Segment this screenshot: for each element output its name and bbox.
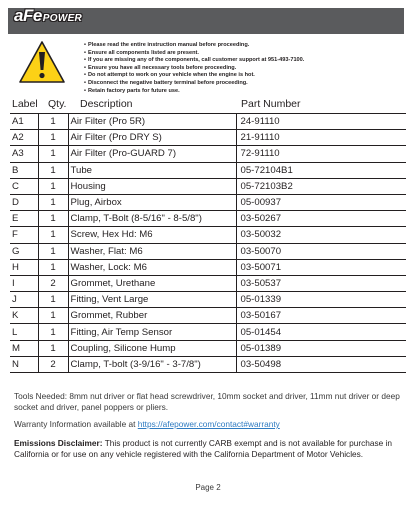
row-description-cell: Clamp, T-Bolt (8-5/16" - 8-5/8") xyxy=(68,211,236,227)
column-header-label: Label xyxy=(12,98,38,110)
row-description-cell: Plug, Airbox xyxy=(68,194,236,210)
row-part-number-cell: 05-01389 xyxy=(236,340,406,356)
row-part-number-cell: 05-72103B2 xyxy=(236,178,406,194)
row-label-cell: B xyxy=(10,162,38,178)
row-description-cell: Fitting, Air Temp Sensor xyxy=(68,324,236,340)
row-label-cell: C xyxy=(10,178,38,194)
row-qty-cell: 1 xyxy=(38,292,68,308)
notice-item: • Do not attempt to work on your vehicle when the engine is hot. xyxy=(84,72,404,80)
row-part-number-cell: 72-91110 xyxy=(236,146,406,162)
row-label-cell: L xyxy=(10,324,38,340)
row-part-number-cell: 05-01454 xyxy=(236,324,406,340)
parts-table xyxy=(10,113,406,373)
row-qty-cell: 2 xyxy=(38,356,68,372)
row-description-cell: Washer, Lock: M6 xyxy=(68,259,236,275)
warranty-text: Warranty Information available at xyxy=(14,419,138,429)
row-part-number-cell: 03-50167 xyxy=(236,308,406,324)
row-qty-cell: 1 xyxy=(38,340,68,356)
row-qty-cell: 1 xyxy=(38,259,68,275)
row-description-cell: Air Filter (Pro DRY S) xyxy=(68,130,236,146)
warranty-info xyxy=(14,419,280,430)
row-part-number-cell: 05-72104B1 xyxy=(236,162,406,178)
table-row xyxy=(10,243,406,259)
table-row xyxy=(10,194,406,210)
notice-item: • Ensure all components listed are present. xyxy=(84,50,404,58)
emissions-title: Emissions Disclaimer: xyxy=(14,438,103,448)
table-row xyxy=(10,324,406,340)
row-part-number-cell: 03-50032 xyxy=(236,227,406,243)
notice-item: • Ensure you have all necessary tools before proceeding. xyxy=(84,65,404,73)
row-qty-cell: 1 xyxy=(38,178,68,194)
row-label-cell: J xyxy=(10,292,38,308)
table-row xyxy=(10,227,406,243)
notice-item: • If you are missing any of the components, call customer support at 951-493-7100. xyxy=(84,57,404,65)
table-row xyxy=(10,146,406,162)
row-part-number-cell: 03-50070 xyxy=(236,243,406,259)
afe-power-logo xyxy=(14,6,82,26)
row-qty-cell: 1 xyxy=(38,243,68,259)
row-part-number-cell: 05-01339 xyxy=(236,292,406,308)
safety-notice-list xyxy=(84,42,404,95)
table-row xyxy=(10,114,406,130)
row-part-number-cell: 21-91110 xyxy=(236,130,406,146)
row-label-cell: G xyxy=(10,243,38,259)
notice-item: • Retain factory parts for future use. xyxy=(84,88,404,96)
table-row xyxy=(10,275,406,291)
row-description-cell: Air Filter (Pro 5R) xyxy=(68,114,236,130)
row-label-cell: F xyxy=(10,227,38,243)
column-header-part-number: Part Number xyxy=(241,98,301,110)
table-row xyxy=(10,340,406,356)
row-label-cell: N xyxy=(10,356,38,372)
row-qty-cell: 1 xyxy=(38,114,68,130)
row-qty-cell: 1 xyxy=(38,211,68,227)
row-qty-cell: 1 xyxy=(38,308,68,324)
table-row xyxy=(10,292,406,308)
row-label-cell: D xyxy=(10,194,38,210)
table-row xyxy=(10,162,406,178)
row-part-number-cell: 05-00937 xyxy=(236,194,406,210)
row-description-cell: Air Filter (Pro-GUARD 7) xyxy=(68,146,236,162)
warranty-link[interactable]: https://afepower.com/contact#warranty xyxy=(137,419,280,429)
row-description-cell: Screw, Hex Hd: M6 xyxy=(68,227,236,243)
column-header-description: Description xyxy=(80,98,133,110)
row-description-cell: Fitting, Vent Large xyxy=(68,292,236,308)
row-description-cell: Coupling, Silicone Hump xyxy=(68,340,236,356)
row-qty-cell: 1 xyxy=(38,146,68,162)
table-row xyxy=(10,308,406,324)
row-qty-cell: 2 xyxy=(38,275,68,291)
row-label-cell: I xyxy=(10,275,38,291)
row-qty-cell: 1 xyxy=(38,194,68,210)
emissions-text: This product is not currently CARB exempt and is not available for purchase in California or for use on any vehicle registered with the California Department of Motor Vehicles. xyxy=(14,438,393,459)
row-qty-cell: 1 xyxy=(38,162,68,178)
table-row xyxy=(10,259,406,275)
page-number: Page 2 xyxy=(195,483,221,492)
row-label-cell: E xyxy=(10,211,38,227)
table-row xyxy=(10,211,406,227)
row-qty-cell: 1 xyxy=(38,227,68,243)
row-label-cell: H xyxy=(10,259,38,275)
row-description-cell: Grommet, Rubber xyxy=(68,308,236,324)
row-description-cell: Tube xyxy=(68,162,236,178)
row-qty-cell: 1 xyxy=(38,130,68,146)
row-part-number-cell: 03-50498 xyxy=(236,356,406,372)
logo-main-text: aFe xyxy=(14,6,42,25)
row-label-cell: A3 xyxy=(10,146,38,162)
emissions-disclaimer xyxy=(14,438,406,460)
row-label-cell: K xyxy=(10,308,38,324)
row-description-cell: Clamp, T-bolt (3-9/16" - 3-7/8") xyxy=(68,356,236,372)
table-row xyxy=(10,178,406,194)
row-part-number-cell: 24-91110 xyxy=(236,114,406,130)
row-qty-cell: 1 xyxy=(38,324,68,340)
tools-needed-text: Tools Needed: 8mm nut driver or flat head screwdriver, 10mm socket and driver, 11mm nut driver or deep socket and driver, panel poppers or pliers. xyxy=(14,391,400,412)
row-part-number-cell: 03-50537 xyxy=(236,275,406,291)
table-row xyxy=(10,130,406,146)
notice-item: • Please read the entire instruction manual before proceeding. xyxy=(84,42,404,50)
logo-sub-text: POWER xyxy=(42,13,83,24)
row-part-number-cell: 03-50267 xyxy=(236,211,406,227)
warning-triangle-icon xyxy=(18,40,66,84)
notice-item: • Disconnect the negative battery terminal before proceeding. xyxy=(84,80,404,88)
row-description-cell: Washer, Flat: M6 xyxy=(68,243,236,259)
row-label-cell: M xyxy=(10,340,38,356)
row-label-cell: A2 xyxy=(10,130,38,146)
row-part-number-cell: 03-50071 xyxy=(236,259,406,275)
column-header-qty: Qty. xyxy=(48,98,67,110)
row-label-cell: A1 xyxy=(10,114,38,130)
table-row xyxy=(10,356,406,372)
row-description-cell: Housing xyxy=(68,178,236,194)
row-description-cell: Grommet, Urethane xyxy=(68,275,236,291)
